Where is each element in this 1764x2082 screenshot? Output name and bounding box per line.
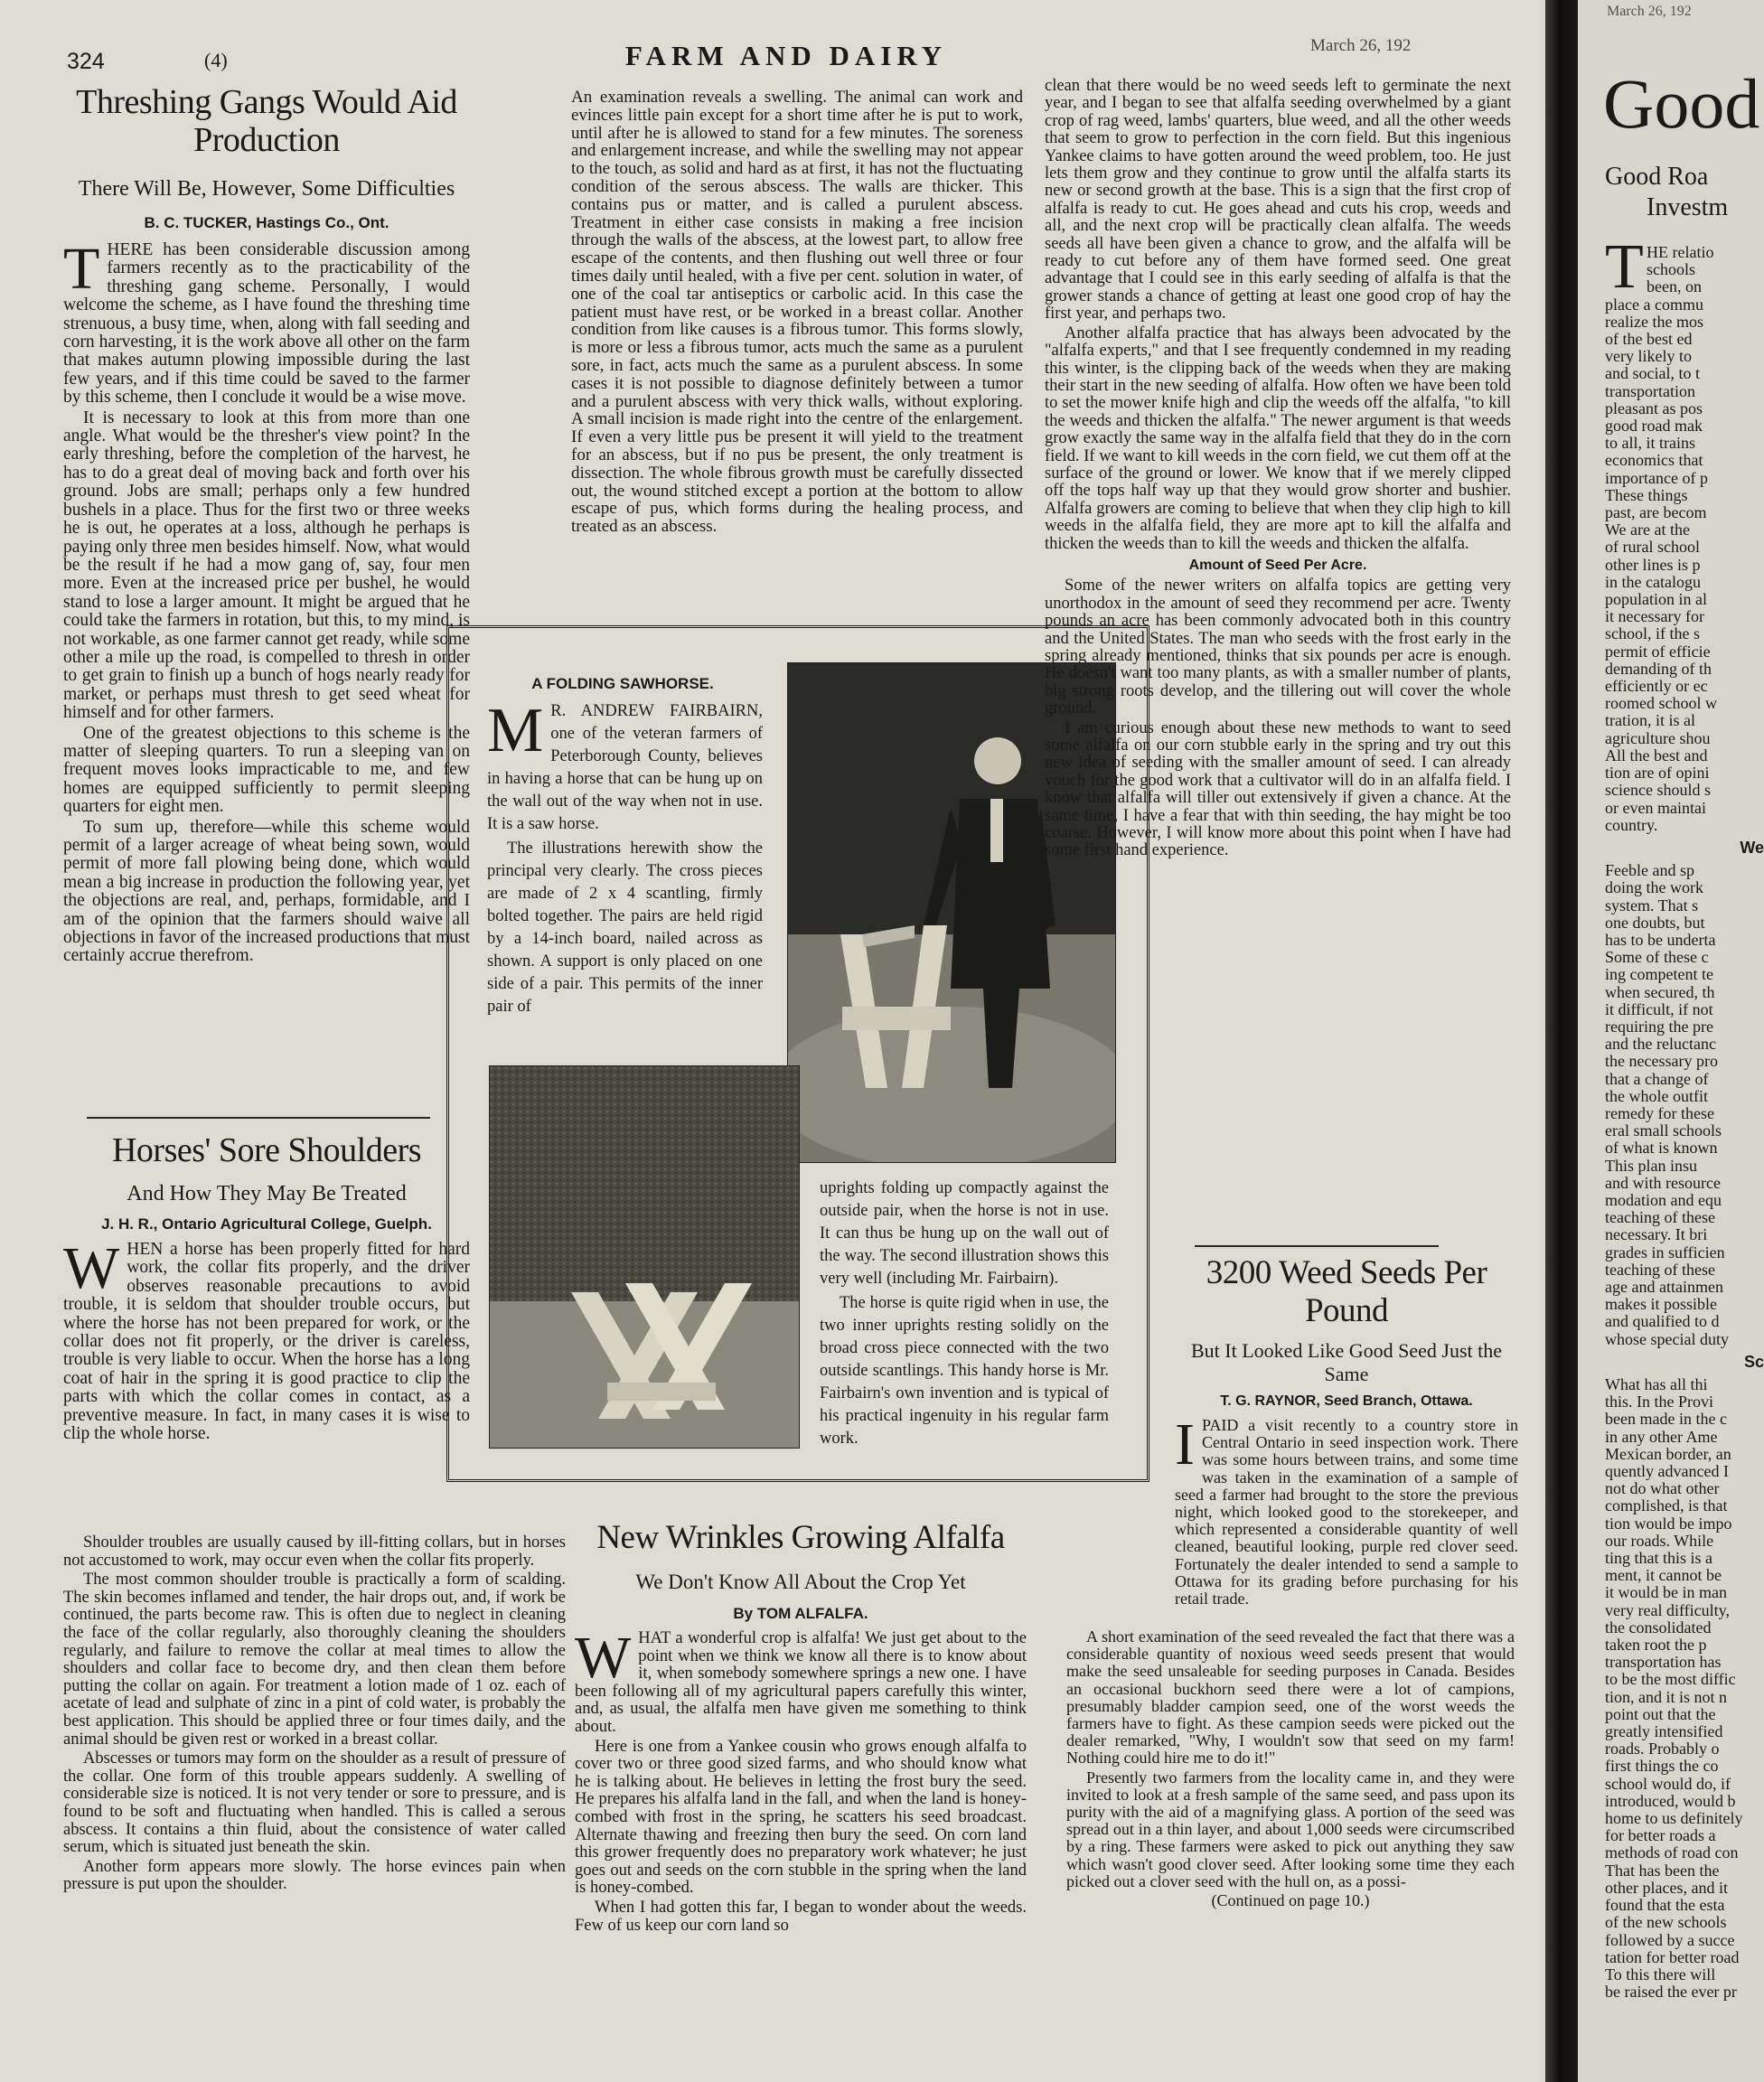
next-page-line: remedy for these: [1605, 1103, 1714, 1122]
paragraph: When I had gotten this far, I began to wonder about the weeds. Few of us keep our corn land so: [575, 1898, 1027, 1935]
next-page-line: of the best ed: [1605, 330, 1693, 349]
next-page-line: other places, and it: [1605, 1878, 1728, 1897]
masthead: FARM AND DAIRY: [624, 40, 948, 71]
next-page-dropcap: T: [1605, 232, 1644, 302]
next-page-line: age and attainmen: [1605, 1277, 1723, 1296]
next-page-line: ing competent te: [1605, 965, 1713, 984]
next-page-line: and qualified to d: [1605, 1312, 1720, 1331]
next-page-fragment: [1578, 0, 1764, 2082]
next-page-line: complished, is that: [1605, 1496, 1728, 1515]
byline-weed-seeds: T. G. RAYNOR, Seed Branch, Ottawa.: [1220, 1393, 1473, 1409]
deck-threshing: There Will Be, However, Some Difficulties: [78, 177, 455, 201]
next-page-line: All the best and: [1605, 746, 1708, 764]
headline-alfalfa: New Wrinkles Growing Alfalfa: [596, 1519, 1005, 1556]
paragraph: Here is one from a Yankee cousin who grows enough alfalfa to cover two or three good sized farms, and who should know what he is talking about. He believes in letting the frost bury the seed. He prepares his alfalfa land in the fall, and when the land is honey-combed with frost in the spring, he scatters his seed broadcast. Alternate thawing and freezing then bury the seed. On corn land this grower frequently does no preparatory work whatever; he just goes out and seeds on the corn stubble in the spring when the land is honey-combed.: [575, 1737, 1027, 1898]
next-page-line: roomed school w: [1605, 694, 1717, 713]
next-page-line: school would do, if: [1605, 1774, 1731, 1793]
next-page-text: [1605, 244, 1764, 2001]
next-page-line: ting that this is a: [1605, 1549, 1712, 1568]
paragraph: The horse is quite rigid when in use, the two inner uprights resting solidly on the broad cross piece connected with the two outside scantlings. This handy horse is Mr. Fairbairn's own invention and is typical of his practical ingenuity in his regular farm work.: [820, 1294, 1109, 1448]
horses-column-2: [571, 89, 1023, 538]
next-page-line: demanding of th: [1605, 659, 1712, 678]
headline-horses: Horses' Sore Shoulders: [111, 1131, 422, 1169]
next-page-subhead: Sc: [1743, 1352, 1764, 1371]
next-page-header: March 26, 192: [1607, 4, 1692, 19]
deck-alfalfa: We Don't Know All About the Crop Yet: [635, 1571, 966, 1593]
next-page-line: These things: [1605, 485, 1688, 504]
next-page-line: of rural school: [1605, 538, 1700, 557]
paragraph: clean that there would be no weed seeds left to germinate the next year, and I began to see that alfalfa seeding overwhelmed by a giant crop of rag weed, lambs' quarters, blue weed, and all the other weeds that seem to grow to perfection in the corn field. But this ingenious Yankee claims to have gotten around the weed problem, too. He just lets them grow and they continue to grow until the alfalfa starts its new or second growth at the base. This is a sign that the first crop of alfalfa is ready to cut. He goes ahead and cuts his crop, weeds and all, and the next crop will be practically clean alfalfa. The weeds seeds all have been given a chance to grow, and the alfalfa will be ready to cut before any of them have formed seed. One great advantage that I could see in this early seeding of alfalfa is that the grower stands a chance of getting at least one good crop of hay the first year, and perhaps two.: [1045, 77, 1511, 324]
next-page-line: for better roads a: [1605, 1826, 1716, 1845]
paragraph: Another form appears more slowly. The horse evinces pain when pressure is put upon the shoulder.: [63, 1857, 566, 1894]
paragraph: One of the greatest objections to this scheme is the matter of sleeping quarters. To run a sleeping van on frequent moves looks impracticable to me, and few homes are equipped sufficiently to permit sleeping quarters for eight men.: [63, 723, 470, 817]
next-page-line: eral small schools: [1605, 1121, 1722, 1140]
article-weed-seeds: [1175, 1254, 1518, 1609]
next-page-line: tion, and it is not n: [1605, 1687, 1727, 1706]
article-alfalfa: [575, 1520, 1027, 1937]
byline-alfalfa: By TOM ALFALFA.: [733, 1605, 868, 1622]
next-page-subhead: We: [1740, 838, 1764, 857]
horses-continued: [63, 1534, 566, 1896]
divider: [1195, 1245, 1439, 1247]
headline-threshing: Threshing Gangs Would Aid Production: [76, 83, 457, 159]
next-page-line: school, if the s: [1605, 624, 1700, 643]
next-page-line: first things the co: [1605, 1757, 1719, 1776]
next-page-line: country.: [1605, 815, 1658, 834]
paragraph: The illustrations herewith show the principal very clearly. The cross pieces are made of 2 x 4 scantling, firmly bolted together. The pairs are held rigid by a 14-inch board, nailed across as shown. A support is only placed on one side of a pair. This permits of the inner pair of: [487, 839, 763, 1016]
next-page-line: other lines is p: [1605, 555, 1701, 574]
photo-folded-sawhorse: [489, 1065, 800, 1449]
next-page-line: in any other Ame: [1605, 1427, 1718, 1446]
next-page-line: doing the work: [1605, 878, 1703, 897]
byline-horses: J. H. R., Ontario Agricultural College, Guelph.: [101, 1215, 432, 1233]
next-page-line: modation and equ: [1605, 1190, 1722, 1209]
paragraph: HEN a horse has been properly fitted for hard work, the collar fits properly, and the driver observes reasonable precautions to avoid trouble, it is seldom that shoulder trouble occurs, but where the horse has not been prepared for work, or the collar does not fit properly, or the driver is careless, trouble is very liable to occur. When the horse has a long coat of hair in the spring it is good practice to clip the parts with which the collar comes in contact, as a preventive measure. In fact, in many cases it is wise to clip the whole horse.: [63, 1240, 470, 1444]
next-page-line: been, on: [1647, 277, 1702, 296]
paragraph: Abscesses or tumors may form on the shoulder as a result of pressure of the collar. One form of this trouble appears suddenly. A swelling of considerable size is noticed. It is not very tender or sore to pressure, and is found to be soft and fluctuating when handled. This is called a serous abscess. It contains a thin fluid, about the consistence of water called serum, which is situated just beneath the skin.: [63, 1749, 566, 1857]
paragraph: Some of the newer writers on alfalfa topics are getting very unorthodox in the amount of seed they recommend per acre. Twenty pounds an acre has been commonly advocated both in this country and the United States. The man who seeds with the frost early in the spring already mentioned, thinks that six pounds per acre is enough. He doesn't want too many plants, as with a smaller number of plants, big strong roots develop, and the tillering out will cover the whole ground.: [1045, 577, 1511, 718]
sawhorse-title: A FOLDING SAWHORSE.: [531, 675, 714, 692]
next-page-line: be raised the ever pr: [1605, 1983, 1737, 2002]
paragraph: I am curious enough about these new methods to want to seed some alfalfa on our corn stubble early in the spring and try out this new idea of seeding with the smaller amount of seed. I can already vouch for the good work that a cultivator will do in an alfalfa field. I know that alfalfa will tiller out extensively if given a chance. At the same time, I have a fear that with thin seeding, the hay might be too coarse. However, I will know more about this point when I have had some first hand experience.: [1045, 718, 1511, 860]
paragraph: The most common shoulder trouble is practically a form of scalding. The skin becomes inflamed and tender, the hair drops out, and, if work be continued, the parts become raw. This is often due to neglect in cleaning the face of the collar regularly, also thoroughly cleaning the shoulders regularly, and failure to remove the collar at meal times to allow the shoulders and collar face to become dry, and then clean them before putting the collar on again. For treatment a lotion made of 1 oz. each of acetate of lead and sulphate of zinc in a pint of cold water, is probably the best application. This should be applied three or four times daily, and the animal should be given rest or worked in a breast collar.: [63, 1571, 566, 1749]
paragraph: uprights folding up compactly against the outside pair, when the horse is not in use. It can thus be hung up on the wall out of the way. The second illustration shows this very well (including Mr. Fairbairn).: [820, 1179, 1109, 1288]
next-page-line: agriculture shou: [1605, 728, 1711, 747]
next-page-line: one doubts, but: [1605, 913, 1705, 932]
dropcap-horses: W: [63, 1235, 120, 1301]
next-page-line: past, are becom: [1605, 503, 1707, 522]
next-page-line: and the reluctanc: [1605, 1035, 1716, 1054]
next-page-line: This plan insu: [1605, 1156, 1697, 1175]
next-page-line: in the catalogu: [1605, 572, 1701, 591]
next-page-line: quently advanced I: [1605, 1462, 1729, 1481]
next-page-line: economics that: [1605, 451, 1703, 470]
next-page-line: realize the mos: [1605, 312, 1703, 331]
next-page-line: of the new schools: [1605, 1913, 1727, 1932]
dropcap-alfalfa: W: [575, 1625, 632, 1691]
next-page-line: Feeble and sp: [1605, 861, 1694, 880]
next-page-line: place a commu: [1605, 295, 1703, 314]
paragraph: PAID a visit recently to a country store in Central Ontario in seed inspection work. There was some hours between trains, and some time was taken in the examination of a sample of seed a farmer had brought to the store the previous night, which looked good to the storekeeper, and which represented a considerable quantity of well cleaned, beautiful looking, purple red clover seed. Fortunately the dealer intended to send a sample to Ottawa for its grading before purchasing for his retail trade.: [1175, 1416, 1518, 1608]
next-page-line: that a change of: [1605, 1069, 1709, 1088]
next-page-line: tation for better road: [1605, 1947, 1740, 1966]
next-page-line: very likely to: [1605, 347, 1692, 366]
article-horses: [63, 1131, 470, 1445]
next-page-line: transportation has: [1605, 1653, 1722, 1672]
next-page-line: been made in the c: [1605, 1410, 1727, 1429]
dropcap-sawhorse: M: [487, 696, 544, 765]
next-page-line: requiring the pre: [1605, 1017, 1713, 1036]
next-page-line: ment, it cannot be: [1605, 1566, 1722, 1585]
paragraph: Presently two farmers from the locality came in, and they were invited to look at a fresh sample of the same seed, and pass upon its purity with the aid of a magnifying glass. A portion of the seed was spread out in a thin layer, and about 1,000 seeds were circumscribed by a ring. These farmers were asked to pick out anything they saw which wasn't good clover seed. After looking some time they each picked out a clover seed with the hull on, as a possi-: [1066, 1768, 1515, 1890]
byline-threshing: B. C. TUCKER, Hastings Co., Ont.: [144, 214, 389, 231]
next-page-line: tration, it is al: [1605, 711, 1695, 730]
next-page-line: has to be underta: [1605, 930, 1716, 949]
continued-note: (Continued on page 10.): [1211, 1891, 1370, 1910]
paragraph: Another alfalfa practice that has always been advocated by the "alfalfa experts," and that I see frequently condemned in my reading this winter, is the clipping back of the weeds when they are making their start in the new seeding of alfalfa. How often we have been told to set the mower knife high and clip the weeds off the alfalfa, "to kill the weeds and thicken the alfalfa." The newer argument is that weeds grow exactly the same way in the alfalfa field that they do in the corn field. If we want to kill weeds in the corn field, we cut them off at the surface of the ground or lower. We know that if we merely clipped off the tops half way up that they would grow shorter and bushier. Alfalfa growers are coming to believe that when they clip high to kill weeds in the alfalfa field, they are more apt to kill the alfalfa and thicken the weeds than to kill the weeds and thicken the alfalfa.: [1045, 324, 1511, 553]
subhead-seed-per-acre: Amount of Seed Per Acre.: [1188, 557, 1367, 573]
paragraph: Shoulder troubles are usually caused by ill-fitting collars, but in horses not accustomed to work, may occur even when the collar fits properly.: [63, 1533, 566, 1570]
next-page-line: to be the most diffic: [1605, 1670, 1736, 1689]
next-page-line: Some of these c: [1605, 948, 1709, 967]
next-page-line: tion would be impo: [1605, 1514, 1732, 1533]
deck-horses: And How They May Be Treated: [127, 1182, 407, 1205]
next-page-line: when secured, th: [1605, 982, 1715, 1001]
next-page-line: tion are of opini: [1605, 764, 1710, 783]
next-page-line: pleasant as pos: [1605, 399, 1703, 417]
next-page-line: good road mak: [1605, 417, 1703, 436]
next-page-line: our roads. While: [1605, 1531, 1714, 1550]
next-page-line: necessary. It bri: [1605, 1225, 1708, 1244]
weed-seeds-continued: [1066, 1628, 1515, 1909]
headline-weed-seeds: 3200 Weed Seeds Per Pound: [1206, 1254, 1487, 1329]
next-page-line: science should s: [1605, 781, 1711, 800]
next-page-line: the necessary pro: [1605, 1052, 1718, 1071]
next-page-line: whose special duty: [1605, 1329, 1729, 1348]
next-page-line: grades in sufficien: [1605, 1243, 1725, 1261]
next-page-line: transportation: [1605, 381, 1695, 400]
next-page-line: makes it possible: [1605, 1295, 1717, 1314]
next-page-line: greatly intensified: [1605, 1722, 1723, 1741]
paragraph: HERE has been considerable discussion among farmers recently as to the practicability of the threshing gang scheme. Personally, I would welcome the scheme, as I have found the threshing time strenuous, a busy time, when, along with fall seeding and corn harvesting, it is the work above all other on the farm that makes autumn plowing impossible during the last few years, and if this time could be saved to the farmer by this scheme, then I conclude it would be a wise move.: [63, 240, 470, 408]
divider: [87, 1117, 430, 1119]
next-page-line: it difficult, if not: [1605, 999, 1713, 1018]
next-page-line: methods of road con: [1605, 1843, 1739, 1862]
article-threshing: [63, 83, 470, 968]
alfalfa-column-3: [1045, 78, 1511, 862]
page-mark: (4): [204, 49, 228, 71]
next-page-line: and with resource: [1605, 1173, 1721, 1192]
next-page-line: or even maintai: [1605, 798, 1706, 817]
next-page-line: and social, to t: [1605, 364, 1700, 383]
paragraph: An examination reveals a swelling. The animal can work and evinces little pain except for a short time after he is put to work, until after he is allowed to stand for a few minutes. The soreness and enlargement increase, and while the swelling may not appear to the touch, as solid and hard as at first, it has not the fluctuating condition of the serous abscess. The walls are thicker. This contains pus or matter, and is called a purulent abscess. Treatment in either case consists in making a free incision through the walls of the abscess, at the lowest part, to allow free escape of the contents, and then flushing out well three or four times daily until healed, with a five per cent. solution in water, of one of the coal tar antiseptics or carbolic acid. In this case the patient must have rest, or be worked in a breast collar. Another condition from like causes is a fibrous tumor. This forms slowly, is more or less a fibrous tumor, acts much the same as a purulent sore, in fact, acts much the same as a purulent abscess. In some cases it is not possible to diagnose definitely between a tumor and a purulent abscess with very thick walls, without exploring. A small incision is made right into the centre of the enlargement. If even a very little pus be present it will yield to the treatment for an abscess, but if no pus be present, the only treatment is dissection. The whole fibrous growth must be carefully dissected out, the wound stitched except a portion at the bottom to allow escape of pus, which forms during the healing process, and treated as an abscess.: [571, 88, 1023, 537]
next-page-line: to all, it trains: [1605, 434, 1695, 453]
next-page-line: efficiently or ec: [1605, 677, 1708, 696]
next-page-line: teaching of these: [1605, 1260, 1715, 1279]
next-page-line: not do what other: [1605, 1479, 1720, 1498]
next-page-line: very real difficulty,: [1605, 1600, 1730, 1619]
next-page-line: roads. Probably o: [1605, 1740, 1720, 1758]
binding-gutter: [1545, 0, 1578, 2082]
dropcap-threshing: T: [63, 236, 100, 302]
next-page-line: of what is known: [1605, 1139, 1718, 1158]
next-page-line: Mexican border, an: [1605, 1444, 1731, 1463]
paragraph: It is necessary to look at this from more than one angle. What would be the thresher's view point? In the early threshing, before the completion of the harvest, he has to do a great deal of moving back and forth over his ground. Jobs are small; perhaps only a few hundred bushels in a place. Thus for the first two or three weeks he is out, he operates at a loss, although he perhaps is paying only three men besides himself. Now, what would be the result if he had a mow gang of, say, four men more. Even at the increased price per bushel, he would stand to lose a larger amount. It might be argued that he could take the farmers in rotation, but this, to my mind, is not workable, as one farmer cannot get ready, while some other a mile up the road, is compelled to thresh in order to get grain to finish up a bunch of hogs nearly ready for market, or perhaps must thresh to get seed wheat for himself and for other farmers.: [63, 408, 470, 723]
next-page-line: What has all thi: [1605, 1375, 1708, 1393]
next-page-line: the whole outfit: [1605, 1086, 1708, 1105]
next-page-line: the consolidated: [1605, 1618, 1712, 1637]
paragraph: A short examination of the seed revealed the fact that there was a considerable quantity of noxious weed seeds present that would make the seed unsaleable for seeding purposes in Canada. Besides an occasional buckhorn seed there were a lot of campions, presumably bladder campion seed, one of the worst weeds the farmers have to fight. As these campion seeds were picked out the dealer remarked, "Why, I wouldn't sow that seed on my farm! Nothing could hire me to do it!": [1066, 1627, 1515, 1768]
next-page-line: followed by a succe: [1605, 1930, 1735, 1949]
next-page-line: this. In the Provi: [1605, 1393, 1713, 1411]
next-page-line: permit of efficie: [1605, 642, 1711, 661]
next-page-line: HE relatio: [1647, 243, 1714, 261]
dropcap-weed-seeds: I: [1175, 1411, 1195, 1477]
next-page-line: system. That s: [1605, 896, 1699, 914]
next-page-line: We are at the: [1605, 520, 1690, 539]
next-page-line: home to us definitely: [1605, 1809, 1743, 1828]
next-page-line: taken root the p: [1605, 1636, 1707, 1655]
next-page-line: point out that the: [1605, 1704, 1716, 1723]
next-page-line: To this there will: [1605, 1965, 1716, 1984]
paragraph: R. ANDREW FAIRBAIRN, one of the veteran farmers of Peterborough County, believes in having a horse that can be hung up on the wall out of the way when not in use. It is a saw horse.: [487, 702, 763, 833]
paragraph: To sum up, therefore—while this scheme would permit of a larger acreage of wheat being sown, would permit of more fall plowing being done, which would mean a big increase in production the following year, yet the objections are real, and, perhaps, formidable, and I am of the opinion that the farmers should waive all objections in favor of the increased productions that must certainly accrue therefrom.: [63, 817, 470, 966]
issue-date: March 26, 192: [1310, 36, 1412, 55]
next-page-deck-1: Good Roa: [1605, 163, 1709, 191]
paragraph: HAT a wonderful crop is alfalfa! We just get about to the point when we think we know all there is to know about it, when somebody somewhere springs a new one. I have been following all of my agricultural papers carefully this winter, and, as usual, the alfalfa men have given me something to think about.: [575, 1629, 1027, 1736]
next-page-title: Good: [1603, 64, 1760, 143]
next-page-line: schools: [1647, 260, 1695, 279]
next-page-deck-2: Investm: [1647, 193, 1729, 221]
next-page-line: introduced, would b: [1605, 1791, 1736, 1810]
next-page-line: teaching of these: [1605, 1208, 1715, 1227]
next-page-line: found that the esta: [1605, 1896, 1725, 1915]
next-page-line: it would be in man: [1605, 1583, 1727, 1602]
page-number: 324: [67, 49, 105, 74]
next-page-line: That has been the: [1605, 1861, 1720, 1880]
next-page-line: importance of p: [1605, 468, 1708, 487]
next-page-line: it necessary for: [1605, 607, 1704, 626]
deck-weed-seeds: But It Looked Like Good Seed Just the Same: [1190, 1339, 1502, 1385]
next-page-line: population in al: [1605, 590, 1707, 609]
